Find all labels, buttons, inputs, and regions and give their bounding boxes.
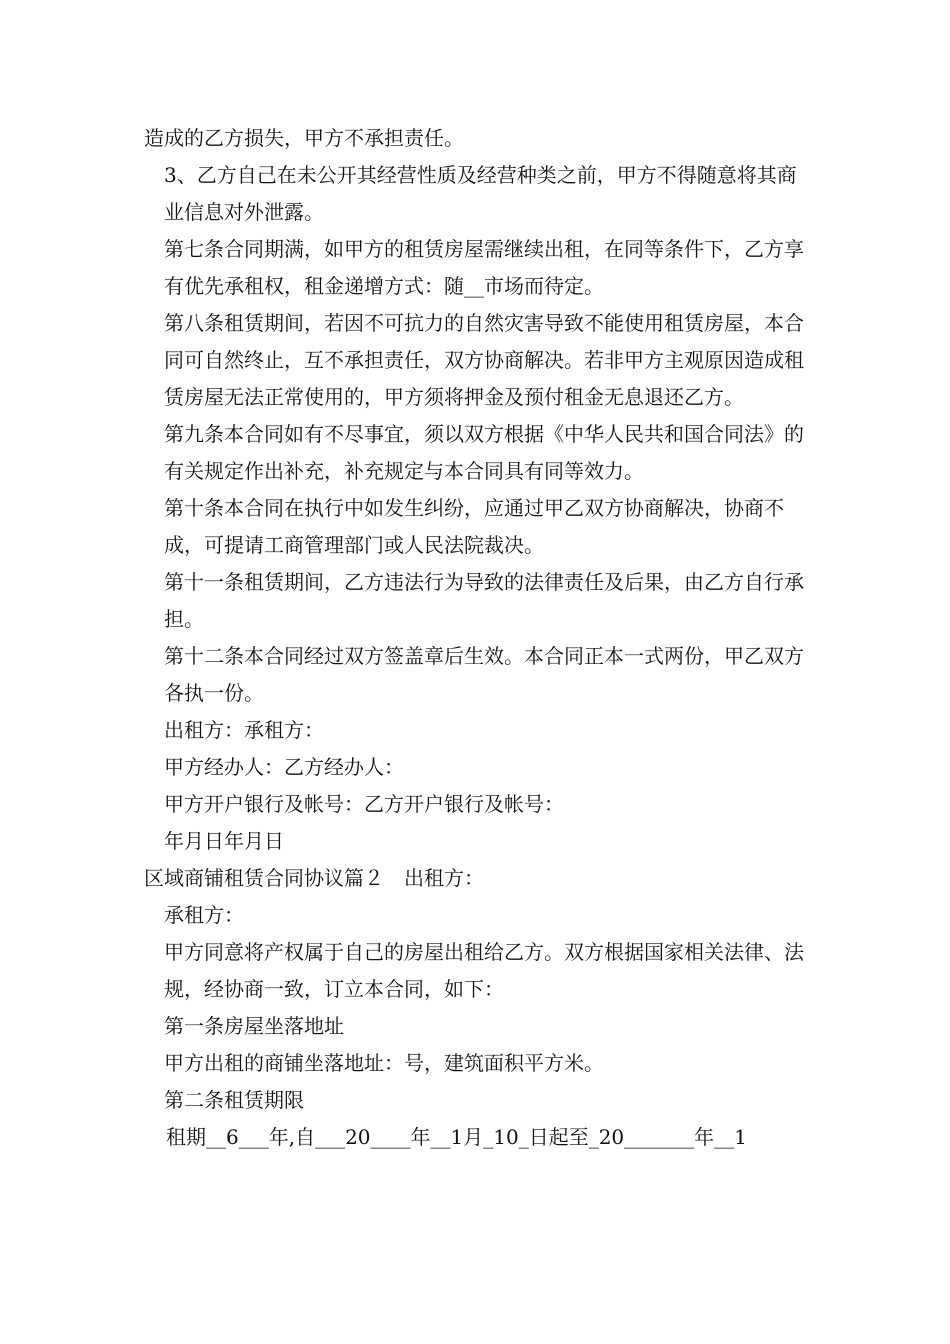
paragraph-2: 3、乙方自己在未公开其经营性质及经营种类之前，甲方不得随意将其商业信息对外泄露。 xyxy=(164,163,797,224)
section-title: 区域商铺租赁合同协议篇２ 出租方： xyxy=(144,866,484,890)
paragraph-7: 第十一条租赁期间，乙方违法行为导致的法律责任及后果，由乙方自行承担。 xyxy=(164,570,804,631)
paragraph-8: 第十二条本合同经过双方签盖章后生效。本合同正本一式两份，甲乙双方各执一份。 xyxy=(164,644,804,705)
signature-dates: 年月日年月日 xyxy=(164,829,284,853)
paragraph-4: 第八条租赁期间，若因不可抗力的自然灾害导致不能使用租赁房屋，本合同可自然终止，互不承担责任，双方协商解决。若非甲方主观原因造成租赁房屋无法正常使用的，甲方须将押金及预付租金无息退还乙方。 xyxy=(164,311,804,409)
article-1-heading: 第一条房屋坐落地址 xyxy=(164,1014,344,1038)
article-2-heading: 第二条租赁期限 xyxy=(164,1088,304,1112)
signature-agents: 甲方经办人：乙方经办人： xyxy=(164,755,404,779)
article-1-body: 甲方出租的商铺坐落地址：号，建筑面积平方米。 xyxy=(164,1051,604,1075)
paragraph-5: 第九条本合同如有不尽事宜，须以双方根据《中华人民共和国合同法》的有关规定作出补充，补充规定与本合同具有同等效力。 xyxy=(164,422,804,483)
signature-parties: 出租方：承租方： xyxy=(164,718,324,742)
paragraph-6: 第十条本合同在执行中如发生纠纷，应通过甲乙双方协商解决，协商不成，可提请工商管理部门或人民法院裁决。 xyxy=(164,496,784,557)
signature-bank-accounts: 甲方开户银行及帐号：乙方开户银行及帐号： xyxy=(164,792,564,816)
lessee-line: 承租方： xyxy=(164,903,244,927)
paragraph-3: 第七条合同期满，如甲方的租赁房屋需继续出租，在同等条件下，乙方享有优先承租权，租金递增方式：随__市场而待定。 xyxy=(164,237,804,298)
article-2-body: 租期__6___年,自___20____年__1月_10_日起至_20_______年__1 xyxy=(166,1125,747,1149)
paragraph-1: 造成的乙方损失，甲方不承担责任。 xyxy=(144,126,464,150)
document-page xyxy=(144,120,810,1156)
paragraph-intro: 甲方同意将产权属于自己的房屋出租给乙方。双方根据国家相关法律、法规，经协商一致，订立本合同，如下： xyxy=(164,940,804,1001)
